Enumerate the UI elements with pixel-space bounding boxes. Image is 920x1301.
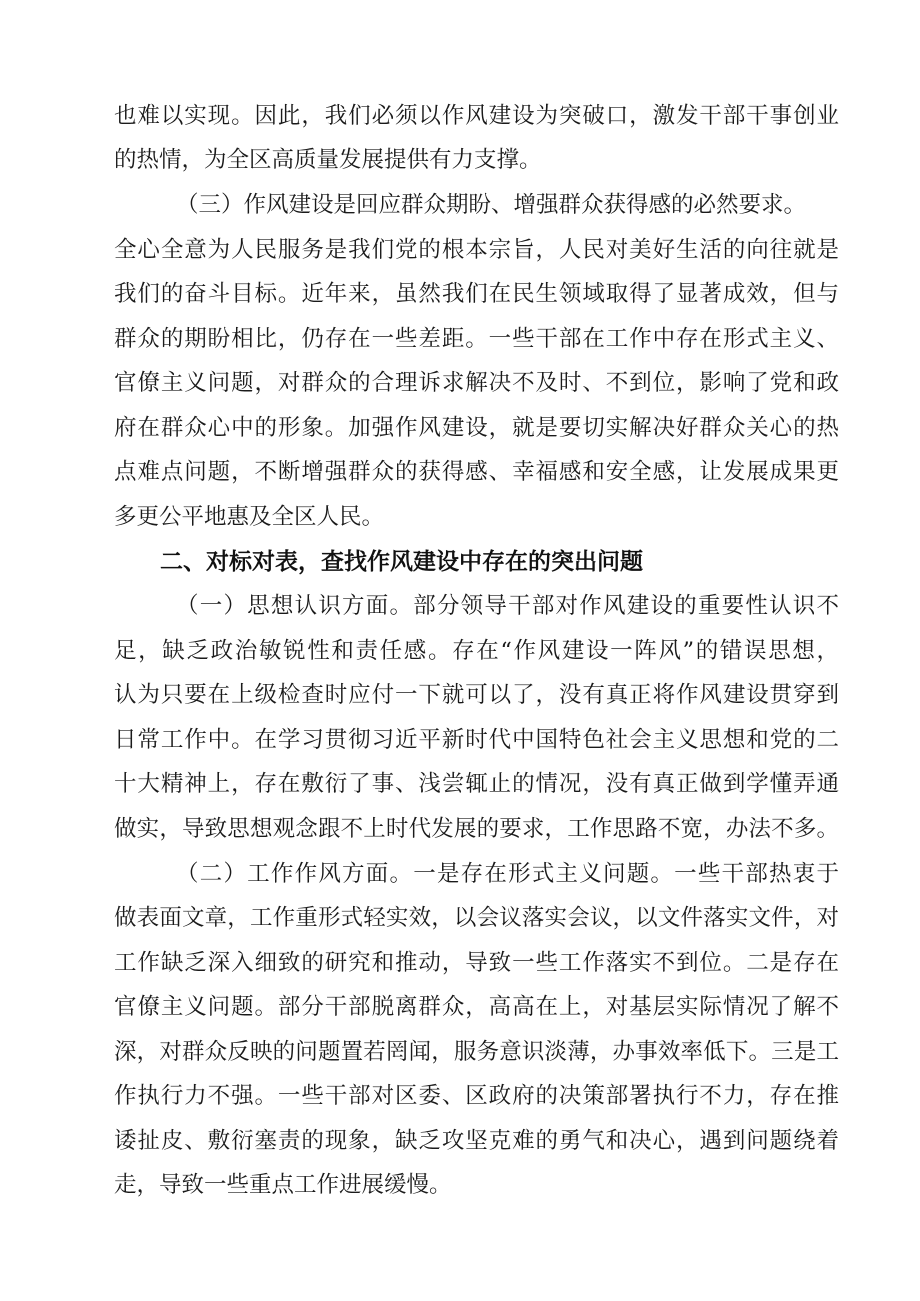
text-line: 官僚主义问题，对群众的合理诉求解决不及时、不到位，影响了党和政 [114, 370, 839, 396]
text-line: 做表面文章，工作重形式轻实效，以会议落实会议，以文件落实文件，对 [114, 905, 839, 931]
text-line: 足，缺乏政治敏锐性和责任感。存在“作风建设一阵风”的错误思想， [114, 638, 839, 664]
text-line: 深，对群众反映的问题置若罔闻，服务意识淡薄，办事效率低下。三是工 [114, 1039, 839, 1065]
text-line: 认为只要在上级检查时应付一下就可以了，没有真正将作风建设贯穿到 [114, 682, 839, 708]
text-line: 走，导致一些重点工作进展缓慢。 [114, 1172, 452, 1198]
text-line: 工作缺乏深入细致的研究和推动，导致一些工作落实不到位。二是存在 [114, 950, 839, 976]
text-line: 群众的期盼相比，仍存在一些差距。一些干部在工作中存在形式主义、 [114, 326, 839, 352]
text-line: 府在群众心中的形象。加强作风建设，就是要切实解决好群众关心的热 [114, 415, 839, 441]
text-line: （二）工作作风方面。一是存在形式主义问题。一些干部热衷于 [176, 861, 839, 887]
section-heading: 二、对标对表，查找作风建设中存在的突出问题 [160, 549, 643, 575]
text-line: 十大精神上，存在敷衍了事、浅尝辄止的情况，没有真正做到学懂弄通 [114, 771, 839, 797]
text-line: 点难点问题，不断增强群众的获得感、幸福感和安全感，让发展成果更 [114, 459, 839, 485]
text-line: 官僚主义问题。部分干部脱离群众，高高在上，对基层实际情况了解不 [114, 994, 839, 1020]
text-line: 全心全意为人民服务是我们党的根本宗旨，人民对美好生活的向往就是 [114, 237, 839, 263]
text-line: 诿扯皮、敷衍塞责的现象，缺乏攻坚克难的勇气和决心，遇到问题绕着 [114, 1128, 839, 1154]
text-line: 日常工作中。在学习贯彻习近平新时代中国特色社会主义思想和党的二 [114, 727, 839, 753]
text-line: 多更公平地惠及全区人民。 [114, 504, 385, 530]
text-line: 也难以实现。因此，我们必须以作风建设为突破口，激发干部干事创业 [114, 103, 839, 129]
text-line: （一）思想认识方面。部分领导干部对作风建设的重要性认识不 [176, 593, 839, 619]
text-line: 我们的奋斗目标。近年来，虽然我们在民生领域取得了显著成效，但与 [114, 281, 839, 307]
text-line: 的热情，为全区高质量发展提供有力支撑。 [114, 147, 542, 173]
subsection-heading-3: （三）作风建设是回应群众期盼、增强群众获得感的必然要求。 [176, 192, 807, 218]
text-line: 作执行力不强。一些干部对区委、区政府的决策部署执行不力，存在推 [114, 1083, 839, 1109]
text-line: 做实，导致思想观念跟不上时代发展的要求，工作思路不宽，办法不多。 [114, 816, 839, 842]
